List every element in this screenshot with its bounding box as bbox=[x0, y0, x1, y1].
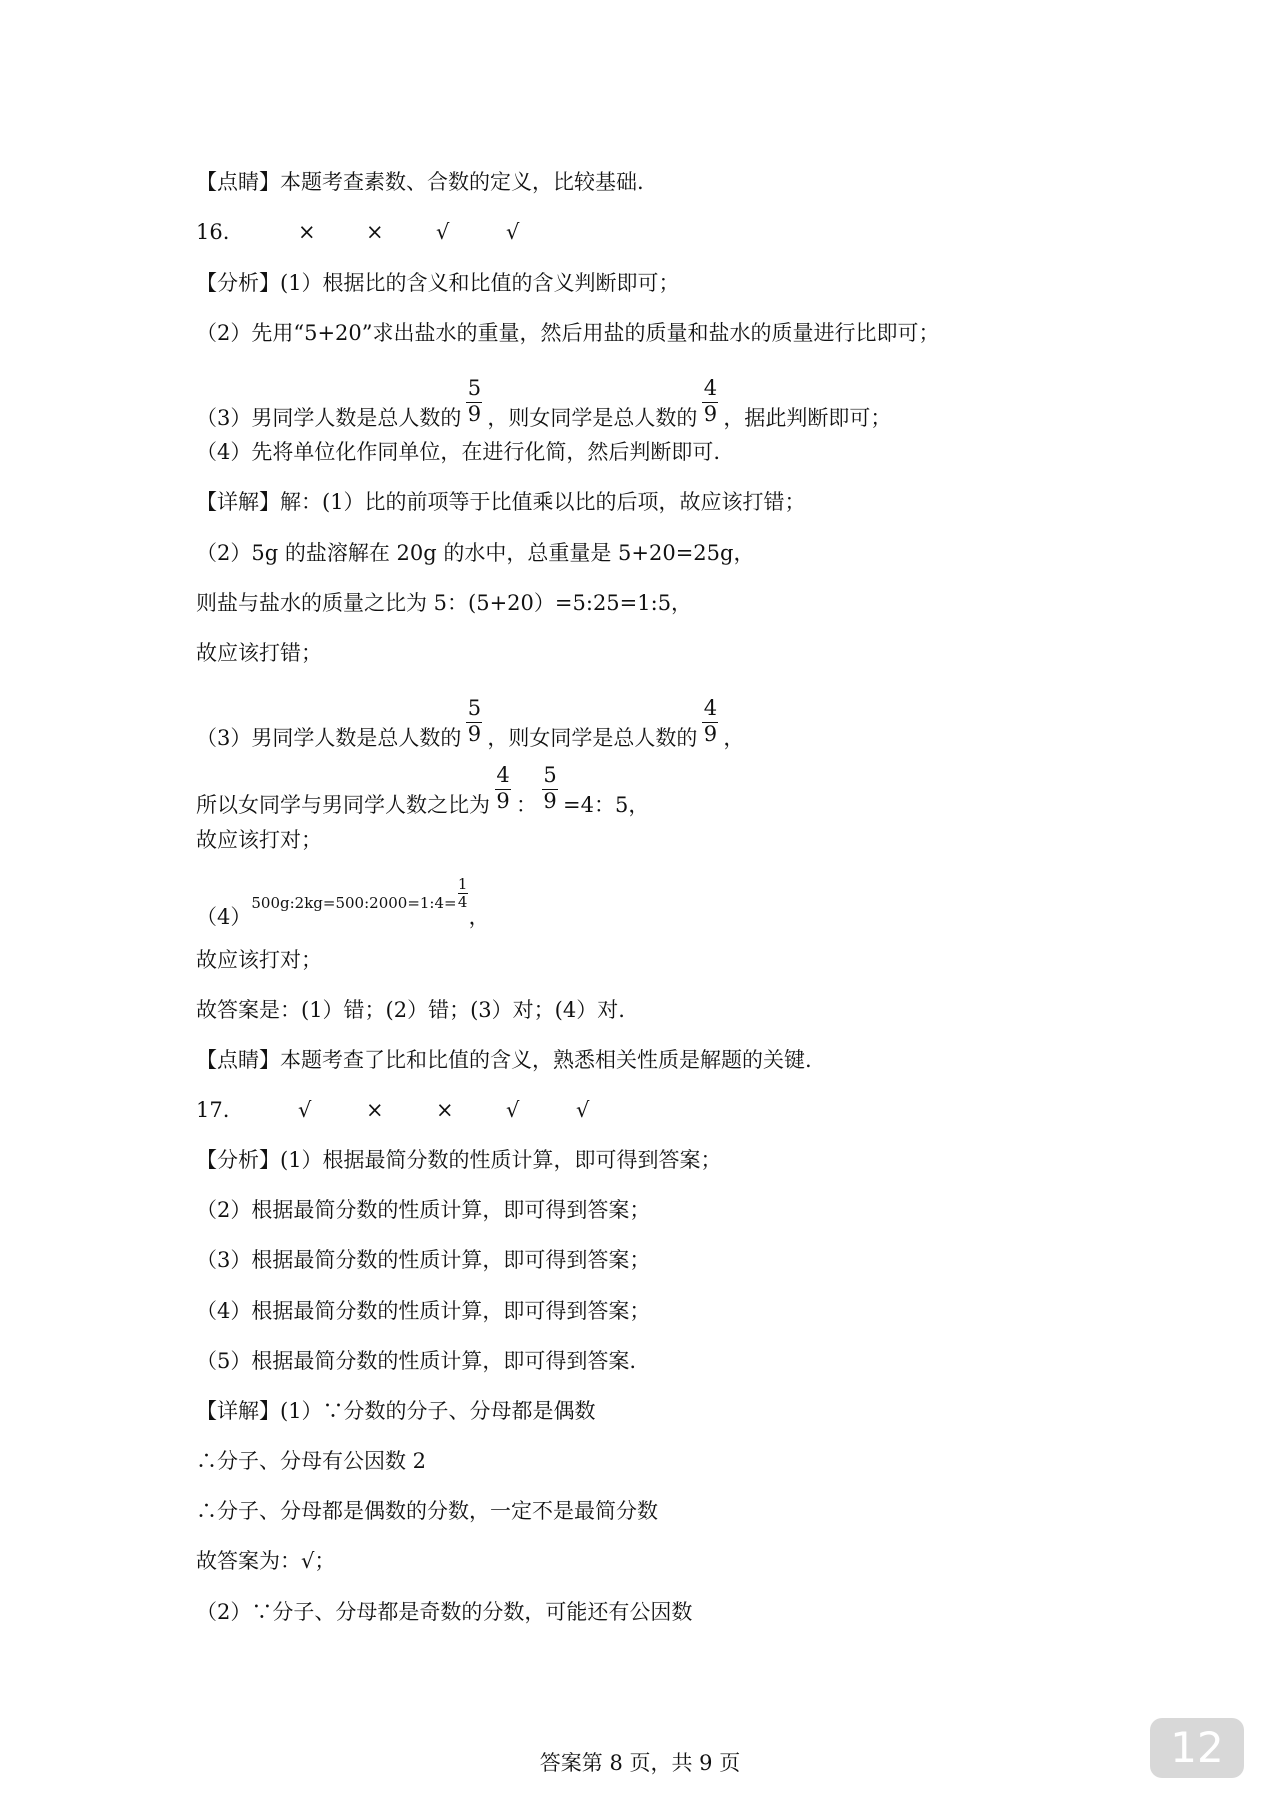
detail-17-1d: 故答案为：√； bbox=[196, 1549, 336, 1573]
fraction: $\frac{4}{9}$ bbox=[496, 763, 510, 813]
fraction: $\frac{5}{9}$ bbox=[467, 376, 482, 426]
detail-16-2c: 故应该打错； bbox=[196, 641, 322, 665]
answer-mark: √ bbox=[576, 1098, 590, 1122]
answer-mark: √ bbox=[298, 1098, 312, 1122]
page-footer: 答案第 8 页，共 9 页 bbox=[539, 1751, 741, 1775]
question-16-answers bbox=[196, 217, 996, 247]
question-number: 16. bbox=[196, 220, 230, 244]
analysis-17-3: （3）根据最简分数的性质计算，即可得到答案； bbox=[196, 1248, 651, 1272]
analysis-17-1: 【分析】(1）根据最简分数的性质计算，即可得到答案； bbox=[196, 1148, 722, 1172]
detail-16-1: 【详解】解：(1）比的前项等于比值乘以比的后项，故应该打错； bbox=[196, 490, 806, 514]
detail-16-2b: 则盐与盐水的质量之比为 5：(5+20）=5:25=1:5， bbox=[196, 591, 693, 615]
dianjing-16: 【点睛】本题考查了比和比值的含义，熟悉相关性质是解题的关键. bbox=[196, 1048, 812, 1072]
answer-mark: × bbox=[366, 220, 384, 244]
page-number-badge: 12 bbox=[1150, 1718, 1244, 1778]
analysis-16-2: （2）先用“5+20”求出盐水的重量，然后用盐的质量和盐水的质量进行比即可； bbox=[196, 321, 940, 345]
detail-17-1c: ∴分子、分母都是偶数的分数，一定不是最简分数 bbox=[196, 1499, 658, 1523]
detail-17-1: 【详解】(1）∵分数的分子、分母都是偶数 bbox=[196, 1399, 596, 1423]
fraction: $\frac{4}{9}$ bbox=[703, 376, 718, 426]
answer-16-summary: 故答案是：(1）错；(2）错；(3）对；(4）对. bbox=[196, 998, 625, 1022]
analysis-17-5: （5）根据最简分数的性质计算，即可得到答案. bbox=[196, 1349, 637, 1373]
question-number: 17. bbox=[196, 1098, 230, 1122]
answer-mark: × bbox=[436, 1098, 454, 1122]
detail-16-3: （3）男同学人数是总人数的 $\frac{5}{9}$ ，则女同学是总人数的 $\frac{4}{9}$ ， bbox=[196, 696, 745, 750]
analysis-17-4: （4）根据最简分数的性质计算，即可得到答案； bbox=[196, 1299, 651, 1323]
fraction: $\frac{5}{9}$ bbox=[467, 696, 482, 746]
fraction: $\frac{4}{9}$ bbox=[703, 696, 718, 746]
answer-mark: √ bbox=[436, 220, 450, 244]
question-17-answers bbox=[196, 1095, 996, 1125]
answer-mark: × bbox=[298, 220, 316, 244]
line-dianjing-15: 【点睛】本题考查素数、合数的定义，比较基础. bbox=[196, 170, 644, 194]
detail-16-3b: 所以女同学与男同学人数之比为 $\frac{4}{9}$ ： $\frac{5}{9}$ =4：5， bbox=[196, 763, 650, 817]
answer-mark: √ bbox=[506, 220, 520, 244]
detail-16-4b: 故应该打对； bbox=[196, 948, 322, 972]
answer-mark: × bbox=[366, 1098, 384, 1122]
detail-16-4: （4）500g:2kg=500:2000=1:4= $\frac{1}{4}$ ， bbox=[196, 875, 490, 929]
fraction: $\frac{1}{4}$ bbox=[457, 875, 468, 911]
analysis-16-1: 【分析】(1）根据比的含义和比值的含义判断即可； bbox=[196, 271, 680, 295]
detail-17-2: （2）∵分子、分母都是奇数的分数，可能还有公因数 bbox=[196, 1600, 693, 1624]
analysis-17-2: （2）根据最简分数的性质计算，即可得到答案； bbox=[196, 1198, 651, 1222]
analysis-16-3: （3）男同学人数是总人数的 $\frac{5}{9}$ ，则女同学是总人数的 $\frac{4}{9}$ ，据此判断即可； bbox=[196, 376, 892, 430]
detail-16-2: （2）5g 的盐溶解在 20g 的水中，总重量是 5+20=25g， bbox=[196, 541, 755, 565]
detail-16-3c: 故应该打对； bbox=[196, 828, 322, 852]
answer-mark: √ bbox=[506, 1098, 520, 1122]
analysis-16-4: （4）先将单位化作同单位，在进行化简，然后判断即可. bbox=[196, 440, 721, 464]
fraction: $\frac{5}{9}$ bbox=[543, 763, 557, 813]
detail-17-1b: ∴分子、分母有公因数 2 bbox=[196, 1449, 427, 1473]
